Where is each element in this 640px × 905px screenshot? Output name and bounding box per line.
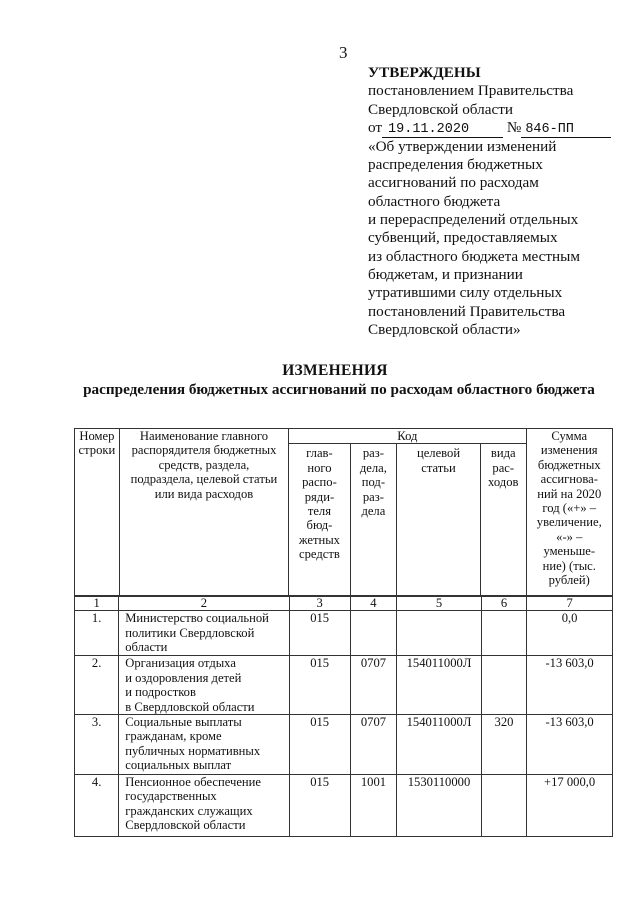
page-number: 3 [339,43,348,62]
resolution-title-line: и перераспределений отдельных [368,211,579,229]
row-expense-type-code [481,775,526,837]
header-text: жетных [298,532,340,547]
header-text: средств, раздела, [158,457,250,472]
row-main-manager-code: 015 [289,656,350,715]
resolution-number: 846-ПП [521,122,611,138]
header-text: ряди- [304,489,335,504]
header-text: «-» – [556,529,583,544]
column-number: 3 [289,596,350,611]
header-text: бюд- [306,518,333,533]
header-code-expense-type [480,444,526,597]
header-text: подраздела, целевой статьи [130,472,278,487]
header-text: бюджетных [537,457,601,472]
row-main-manager-code: 015 [289,775,350,837]
header-text: Наименование главного [139,429,269,443]
header-text: теля [307,504,331,519]
resolution-title-line: распределения бюджетных [368,156,543,174]
header-amount [526,429,612,597]
header-text: вида [490,446,516,461]
row-name-line: Свердловской области [125,818,246,833]
approval-line: Свердловской области [368,100,513,118]
approval-stamp [368,64,628,339]
header-text: рас- [492,460,515,475]
row-target-code: 1530110000 [397,775,482,837]
row-name-line: Социальные выплаты [125,715,242,730]
row-name [119,656,289,715]
row-expense-type-code [481,611,526,656]
row-expense-type-code [481,656,526,715]
header-text: уменьше- [543,544,596,559]
column-number: 6 [481,596,526,611]
row-name-line: государственных [125,789,217,804]
column-number: 4 [350,596,397,611]
row-amount: -13 603,0 [527,656,613,715]
header-text: ний на 2020 [537,486,602,501]
column-number-row [75,596,613,611]
row-section-code: 1001 [350,775,397,837]
header-text: дела, [359,460,387,475]
row-name-line: Министерство социальной [125,611,269,626]
row-number: 2. [75,656,119,715]
row-main-manager-code: 015 [289,715,350,775]
row-name-line: публичных нормативных [125,743,261,758]
approval-heading: УТВЕРЖДЕНЫ [368,64,481,81]
row-section-code [350,611,397,656]
header-text: ного [307,460,332,475]
row-name-line: Пенсионное обеспечение [125,775,261,790]
column-number: 7 [527,596,613,611]
header-text: распо- [302,475,337,490]
row-section-code: 0707 [350,656,397,715]
row-name-line: Организация отдыха [125,656,236,671]
table-body [74,595,613,837]
header-text: раз- [362,489,384,504]
row-number: 1. [75,611,119,656]
row-name [119,611,289,656]
header-text: под- [361,475,386,490]
resolution-title-line: областного бюджета [368,192,501,210]
resolution-title-line: Свердловской области» [368,320,521,338]
header-text: строки [78,443,116,458]
header-text: целевой [416,446,461,461]
row-name-line: социальных выплат [125,758,232,773]
resolution-title-line: из областного бюджета местным [368,247,581,265]
document-title [40,361,630,399]
row-name-line: гражданам, кроме [125,729,222,744]
row-number: 4. [75,775,119,837]
header-text: или вида расходов [154,486,254,501]
header-text: ходов [488,475,519,490]
header-text: статьи [421,460,456,475]
row-target-code [397,611,482,656]
row-amount: -13 603,0 [527,715,613,775]
row-target-code: 154011000Л [397,715,482,775]
header-code-target [397,444,481,597]
column-number: 1 [75,596,119,611]
row-name [119,775,289,837]
resolution-title-line: постановлений Правительства [368,302,566,320]
row-number: 3. [75,715,119,775]
table-header [74,428,613,597]
header-text: глав- [306,446,333,461]
row-amount: +17 000,0 [527,775,613,837]
header-text: ассигнова- [540,472,598,487]
header-text: увеличение, [536,515,602,530]
document-title-subtitle: распределения бюджетных ассигнований по расходам областного бюджета [83,381,595,398]
date-prefix: от [368,118,383,136]
row-amount: 0,0 [527,611,613,656]
header-code-main-manager [289,444,350,597]
header-name [119,429,288,597]
row-name-line: политики Свердловской [125,625,255,640]
row-name [119,715,289,775]
document-title-main: ИЗМЕНЕНИЯ [282,362,388,379]
resolution-title-line: субвенций, предоставляемых [368,229,558,247]
header-text: изменения [540,443,598,458]
number-prefix: № [506,118,522,136]
header-text: ние) (тыс. [542,558,596,573]
column-number: 5 [397,596,482,611]
column-number: 2 [119,596,289,611]
resolution-title-line: «Об утверждении изменений [368,137,557,155]
table-row [75,656,613,715]
approval-line: постановлением Правительства [368,82,574,100]
header-text: дела [361,504,386,519]
row-name-line: в Свердловской области [125,699,255,714]
resolution-title-line: бюджетам, и признании [368,265,523,283]
row-name-line: и оздоровления детей [125,670,242,685]
table-row [75,715,613,775]
header-code-section [350,444,396,597]
header-text: рублей) [548,573,590,588]
header-text: средств [299,547,340,562]
resolution-title-line: ассигнований по расходам [368,174,539,192]
resolution-title-line: утратившими силу отдельных [368,284,563,302]
row-target-code: 154011000Л [397,656,482,715]
table-row [75,775,613,837]
table-row [75,611,613,656]
resolution-date: 19.11.2020 [382,122,503,138]
row-expense-type-code: 320 [481,715,526,775]
approval-date-number-line [368,119,628,138]
header-row-number [75,429,120,597]
row-name-line: области [125,640,168,655]
row-name-line: гражданских служащих [125,803,253,818]
header-text: Номер [79,429,115,443]
header-text: год («+» – [542,501,597,516]
header-text: раз- [362,446,384,461]
row-name-line: и подростков [125,685,196,700]
header-code-group: Код [289,429,526,444]
row-main-manager-code: 015 [289,611,350,656]
header-text: Сумма [551,429,588,443]
header-text: распорядителя бюджетных [131,443,277,458]
row-section-code: 0707 [350,715,397,775]
